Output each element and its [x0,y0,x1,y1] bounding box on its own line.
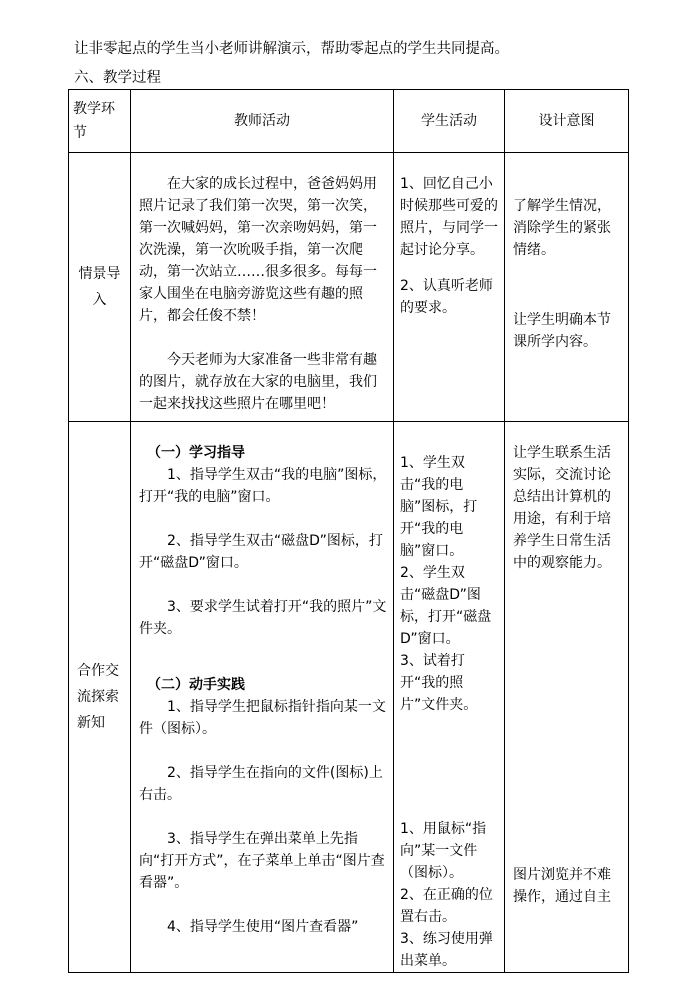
table-header-row [69,90,629,153]
student-activity-cell [394,153,505,422]
teacher-step: 3、要求学生试着打开“我的照片”文件夹。 [139,599,387,637]
teacher-step: 2、指导学生双击“磁盘D”图标，打开“磁盘D”窗口。 [139,533,383,571]
teacher-paragraph: 在大家的成长过程中，爸爸妈妈用照片记录了我们第一次哭，第一次笑，第一次喊妈妈，第一次亲吻妈妈，第一次洗澡，第一次吮吸手指，第一次爬动，第一次站立……很多很多。每每一家人围坐在电脑旁游览这些有趣的照片，都会任俊不禁！ [139,176,377,324]
teacher-activity-cell [131,422,394,973]
student-item: 1、回忆自己小时候那些可爱的照片，与同学一起讨论分享。 [400,176,498,258]
student-item: 1、用鼠标“指向”某一文件（图标）。 [400,821,487,881]
teacher-step: 2、指导学生在指向的文件(图标)上右击。 [139,765,383,803]
header-stage: 教学环节 [69,90,131,153]
intent-item: 图片浏览并不难操作，通过自主 [513,867,611,905]
table-row [69,422,629,973]
intent-item: 让学生明确本节课所学内容。 [513,312,611,350]
student-item: 3、试着打开“我的照片”文件夹。 [400,653,478,713]
teaching-process-table [68,89,629,973]
teacher-step: 1、指导学生双击“我的电脑”图标，打开“我的电脑”窗口。 [139,467,387,505]
teacher-step: 1、指导学生把鼠标指针指向某一文件（图标）。 [139,699,386,737]
student-item: 2、学生双击“磁盘D”图标，打开“磁盘D”窗口。 [400,565,492,647]
stage-cell: 情景导入 [69,153,131,422]
intent-item: 让学生联系生活实际，交流讨论总结出计算机的用途，有利于培养学生日常生活中的观察能力。 [513,445,611,571]
student-item: 3、练习使用弹出菜单。 [400,931,493,969]
header-intent: 设计意图 [505,90,629,153]
design-intent-cell [505,153,629,422]
teacher-activity-cell [131,153,394,422]
header-teacher: 教师活动 [131,90,394,153]
section-title: （二）动手实践 [147,677,245,693]
teacher-step: 3、指导学生在弹出菜单上先指向“打开方式”，在子菜单上单击“图片查看器”。 [139,831,385,891]
table-row [69,153,629,422]
student-activity-cell [394,422,505,973]
student-item: 2、认真听老师的要求。 [400,278,493,316]
section-title: （一）学习指导 [147,445,245,461]
design-intent-cell [505,422,629,973]
student-item: 2、在正确的位置右击。 [400,887,493,925]
intro-line: 让非零起点的学生当小老师讲解演示，帮助零起点的学生共同提高。 [74,41,509,57]
student-item: 1、学生双击“我的电脑”图标，打开“我的电脑”窗口。 [400,455,478,559]
teacher-step: 4、指导学生使用“图片查看器” [167,919,359,935]
header-student: 学生活动 [394,90,505,153]
teacher-paragraph: 今天老师为大家准备一些非常有趣的图片，就存放在大家的电脑里，我们一起来找找这些照片在哪里吧！ [139,352,377,412]
intent-item: 了解学生情况，消除学生的紧张情绪。 [513,198,611,258]
section-heading: 六、教学过程 [74,70,161,86]
stage-cell: 合作交流探索新知 [69,422,131,973]
